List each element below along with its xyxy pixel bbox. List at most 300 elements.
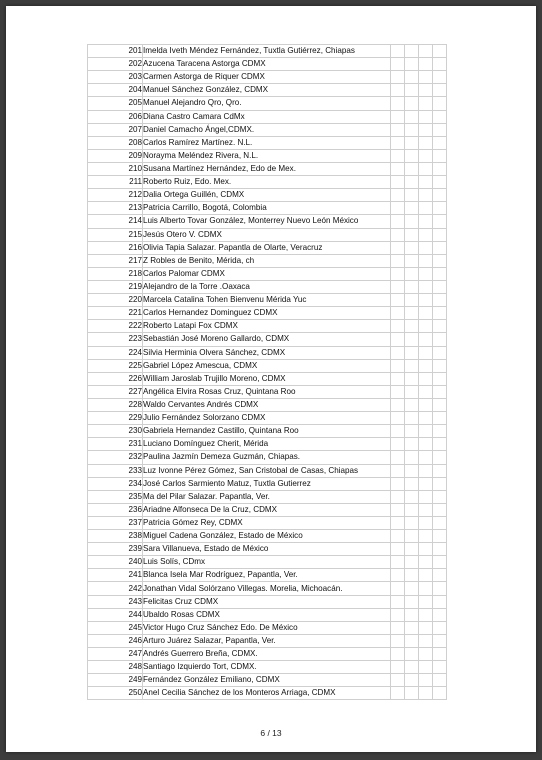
signatory-name: Blanca Isela Mar Rodríguez, Papantla, Ver. [143, 569, 391, 582]
table-row [88, 503, 447, 516]
signatory-name: Roberto Latapi Fox CDMX [143, 320, 391, 333]
empty-cell [419, 464, 433, 477]
empty-cell [419, 648, 433, 661]
empty-cell [405, 543, 419, 556]
row-number: 236 [88, 503, 143, 516]
empty-cell [405, 215, 419, 228]
signatory-name: Sara Villanueva, Estado de México [143, 543, 391, 556]
table-row [88, 608, 447, 621]
signatory-name: Norayma Meléndez Rivera, N.L. [143, 149, 391, 162]
table-row [88, 202, 447, 215]
signatory-name: Susana Martínez Hernández, Edo de Mex. [143, 162, 391, 175]
signatory-name: José Carlos Sarmiento Matuz, Tuxtla Gutierrez [143, 477, 391, 490]
empty-cell [391, 687, 405, 700]
empty-cell [391, 71, 405, 84]
signatory-name: Carlos Palomar CDMX [143, 267, 391, 280]
empty-cell [405, 136, 419, 149]
table-row [88, 333, 447, 346]
row-number: 215 [88, 228, 143, 241]
signatory-name: Victor Hugo Cruz Sánchez Edo. De México [143, 621, 391, 634]
row-number: 213 [88, 202, 143, 215]
row-number: 222 [88, 320, 143, 333]
empty-cell [391, 97, 405, 110]
row-number: 234 [88, 477, 143, 490]
empty-cell [433, 490, 447, 503]
table-row [88, 661, 447, 674]
signatory-name: Luz Ivonne Pérez Gómez, San Cristobal de Casas, Chiapas [143, 464, 391, 477]
empty-cell [391, 320, 405, 333]
page-number: 6 / 13 [260, 728, 282, 738]
empty-cell [419, 595, 433, 608]
signatory-name: Imelda Iveth Méndez Fernández, Tuxtla Gutiérrez, Chiapas [143, 45, 391, 58]
empty-cell [405, 621, 419, 634]
empty-cell [405, 202, 419, 215]
signatory-name: Waldo Cervantes Andrés CDMX [143, 398, 391, 411]
empty-cell [391, 254, 405, 267]
signatory-name: Ariadne Alfonseca De la Cruz, CDMX [143, 503, 391, 516]
empty-cell [391, 267, 405, 280]
empty-cell [405, 477, 419, 490]
empty-cell [433, 556, 447, 569]
document-page [6, 6, 536, 752]
table-row [88, 582, 447, 595]
empty-cell [391, 294, 405, 307]
signatory-name: Andrés Guerrero Breña, CDMX. [143, 648, 391, 661]
empty-cell [433, 595, 447, 608]
empty-cell [419, 385, 433, 398]
signatory-name: Gabriel López Amescua, CDMX [143, 359, 391, 372]
row-number: 230 [88, 425, 143, 438]
signatory-name: Carlos Ramírez Martínez. N.L. [143, 136, 391, 149]
table-row [88, 228, 447, 241]
row-number: 221 [88, 307, 143, 320]
empty-cell [391, 202, 405, 215]
empty-cell [419, 582, 433, 595]
table-row [88, 648, 447, 661]
empty-cell [433, 162, 447, 175]
empty-cell [391, 621, 405, 634]
empty-cell [405, 176, 419, 189]
row-number: 208 [88, 136, 143, 149]
empty-cell [405, 569, 419, 582]
row-number: 227 [88, 385, 143, 398]
row-number: 203 [88, 71, 143, 84]
empty-cell [419, 176, 433, 189]
signatory-name: Carlos Hernandez Dominguez CDMX [143, 307, 391, 320]
empty-cell [419, 162, 433, 175]
empty-cell [419, 45, 433, 58]
empty-cell [391, 110, 405, 123]
empty-cell [391, 425, 405, 438]
empty-cell [433, 110, 447, 123]
empty-cell [419, 320, 433, 333]
table-row [88, 215, 447, 228]
empty-cell [391, 189, 405, 202]
empty-cell [433, 71, 447, 84]
empty-cell [405, 97, 419, 110]
empty-cell [391, 228, 405, 241]
table-row [88, 385, 447, 398]
empty-cell [419, 372, 433, 385]
empty-cell [405, 162, 419, 175]
empty-cell [419, 503, 433, 516]
empty-cell [419, 398, 433, 411]
empty-cell [405, 228, 419, 241]
row-number: 229 [88, 412, 143, 425]
empty-cell [405, 674, 419, 687]
empty-cell [405, 687, 419, 700]
empty-cell [433, 45, 447, 58]
empty-cell [433, 385, 447, 398]
signatory-name: Daniel Camacho Ángel,CDMX. [143, 123, 391, 136]
row-number: 231 [88, 438, 143, 451]
row-number: 216 [88, 241, 143, 254]
signatory-name: Marcela Catalina Tohen Bienvenu Mérida Yuc [143, 294, 391, 307]
signatory-name: Ma del Pilar Salazar. Papantla, Ver. [143, 490, 391, 503]
signatory-name: Manuel Sánchez González, CDMX [143, 84, 391, 97]
signatory-name: Arturo Juárez Salazar, Papantla, Ver. [143, 634, 391, 647]
empty-cell [419, 215, 433, 228]
row-number: 238 [88, 530, 143, 543]
row-number: 217 [88, 254, 143, 267]
empty-cell [419, 267, 433, 280]
empty-cell [419, 661, 433, 674]
table-row [88, 294, 447, 307]
signatory-name: Gabriela Hernandez Castillo, Quintana Roo [143, 425, 391, 438]
row-number: 201 [88, 45, 143, 58]
table-row [88, 346, 447, 359]
empty-cell [433, 425, 447, 438]
empty-cell [391, 176, 405, 189]
empty-cell [419, 516, 433, 529]
empty-cell [419, 608, 433, 621]
empty-cell [405, 71, 419, 84]
empty-cell [391, 123, 405, 136]
signatory-name: Alejandro de la Torre .Oaxaca [143, 280, 391, 293]
empty-cell [405, 123, 419, 136]
empty-cell [433, 516, 447, 529]
table-row [88, 438, 447, 451]
empty-cell [405, 294, 419, 307]
table-row [88, 569, 447, 582]
empty-cell [419, 254, 433, 267]
empty-cell [391, 530, 405, 543]
empty-cell [391, 333, 405, 346]
empty-cell [419, 58, 433, 71]
signatory-name: Olivia Tapia Salazar. Papantla de Olarte, Veracruz [143, 241, 391, 254]
row-number: 206 [88, 110, 143, 123]
empty-cell [391, 608, 405, 621]
empty-cell [419, 634, 433, 647]
empty-cell [391, 346, 405, 359]
row-number: 249 [88, 674, 143, 687]
signatory-name: Luis Alberto Tovar González, Monterrey Nuevo León México [143, 215, 391, 228]
empty-cell [433, 215, 447, 228]
empty-cell [391, 359, 405, 372]
empty-cell [405, 398, 419, 411]
signatory-name: Jesús Otero V. CDMX [143, 228, 391, 241]
empty-cell [405, 661, 419, 674]
row-number: 239 [88, 543, 143, 556]
table-row [88, 595, 447, 608]
empty-cell [433, 267, 447, 280]
empty-cell [433, 634, 447, 647]
empty-cell [391, 582, 405, 595]
empty-cell [391, 149, 405, 162]
empty-cell [405, 254, 419, 267]
empty-cell [433, 543, 447, 556]
table-row [88, 687, 447, 700]
signatory-name: Silvia Herminia Olvera Sánchez, CDMX [143, 346, 391, 359]
empty-cell [419, 569, 433, 582]
empty-cell [419, 189, 433, 202]
signatory-name: Felicitas Cruz CDMX [143, 595, 391, 608]
signatory-name: Roberto Ruiz, Edo. Mex. [143, 176, 391, 189]
empty-cell [405, 307, 419, 320]
empty-cell [419, 333, 433, 346]
row-number: 224 [88, 346, 143, 359]
table-row [88, 110, 447, 123]
empty-cell [433, 176, 447, 189]
empty-cell [419, 307, 433, 320]
empty-cell [391, 634, 405, 647]
empty-cell [405, 451, 419, 464]
empty-cell [433, 451, 447, 464]
signatory-name: Diana Castro Camara CdMx [143, 110, 391, 123]
empty-cell [419, 149, 433, 162]
table-body [88, 45, 447, 700]
empty-cell [391, 280, 405, 293]
empty-cell [405, 149, 419, 162]
empty-cell [391, 490, 405, 503]
empty-cell [405, 372, 419, 385]
empty-cell [405, 516, 419, 529]
table-row [88, 58, 447, 71]
row-number: 233 [88, 464, 143, 477]
row-number: 207 [88, 123, 143, 136]
empty-cell [433, 333, 447, 346]
empty-cell [405, 280, 419, 293]
signatory-name: Miguel Cadena González, Estado de México [143, 530, 391, 543]
empty-cell [405, 320, 419, 333]
empty-cell [405, 556, 419, 569]
row-number: 202 [88, 58, 143, 71]
empty-cell [433, 661, 447, 674]
empty-cell [391, 503, 405, 516]
table-row [88, 254, 447, 267]
empty-cell [405, 84, 419, 97]
table-row [88, 71, 447, 84]
table-row [88, 490, 447, 503]
empty-cell [433, 359, 447, 372]
signatory-name: Jonathan Vidal Solórzano Villegas. Morelia, Michoacán. [143, 582, 391, 595]
signatory-name: Paulina Jazmín Demeza Guzmán, Chiapas. [143, 451, 391, 464]
row-number: 212 [88, 189, 143, 202]
empty-cell [391, 162, 405, 175]
table-row [88, 267, 447, 280]
empty-cell [433, 58, 447, 71]
empty-cell [433, 346, 447, 359]
empty-cell [433, 228, 447, 241]
empty-cell [391, 543, 405, 556]
empty-cell [391, 215, 405, 228]
empty-cell [419, 241, 433, 254]
row-number: 225 [88, 359, 143, 372]
empty-cell [433, 674, 447, 687]
empty-cell [391, 307, 405, 320]
row-number: 241 [88, 569, 143, 582]
empty-cell [419, 556, 433, 569]
empty-cell [405, 110, 419, 123]
table-row [88, 97, 447, 110]
empty-cell [391, 241, 405, 254]
empty-cell [391, 516, 405, 529]
empty-cell [419, 490, 433, 503]
row-number: 223 [88, 333, 143, 346]
empty-cell [419, 97, 433, 110]
empty-cell [391, 661, 405, 674]
row-number: 245 [88, 621, 143, 634]
row-number: 226 [88, 372, 143, 385]
row-number: 244 [88, 608, 143, 621]
row-number: 250 [88, 687, 143, 700]
empty-cell [405, 595, 419, 608]
empty-cell [405, 503, 419, 516]
table-row [88, 530, 447, 543]
empty-cell [391, 45, 405, 58]
empty-cell [419, 477, 433, 490]
table-row [88, 412, 447, 425]
row-number: 243 [88, 595, 143, 608]
empty-cell [419, 84, 433, 97]
empty-cell [433, 438, 447, 451]
empty-cell [391, 648, 405, 661]
empty-cell [405, 490, 419, 503]
signatory-name: Carmen Astorga de Riquer CDMX [143, 71, 391, 84]
signatory-name: Angélica Elvira Rosas Cruz, Quintana Roo [143, 385, 391, 398]
empty-cell [419, 202, 433, 215]
empty-cell [405, 425, 419, 438]
empty-cell [405, 648, 419, 661]
empty-cell [391, 136, 405, 149]
empty-cell [433, 530, 447, 543]
empty-cell [433, 97, 447, 110]
row-number: 214 [88, 215, 143, 228]
empty-cell [433, 569, 447, 582]
empty-cell [405, 359, 419, 372]
empty-cell [391, 595, 405, 608]
table-row [88, 280, 447, 293]
table-row [88, 372, 447, 385]
signatory-name: Manuel Alejandro Qro, Qro. [143, 97, 391, 110]
empty-cell [419, 294, 433, 307]
empty-cell [433, 280, 447, 293]
row-number: 219 [88, 280, 143, 293]
row-number: 247 [88, 648, 143, 661]
signatory-name: Z Robles de Benito, Mérida, ch [143, 254, 391, 267]
empty-cell [419, 136, 433, 149]
empty-cell [391, 58, 405, 71]
signatory-name: Azucena Taracena Astorga CDMX [143, 58, 391, 71]
empty-cell [391, 464, 405, 477]
empty-cell [419, 280, 433, 293]
row-number: 228 [88, 398, 143, 411]
empty-cell [433, 294, 447, 307]
empty-cell [419, 346, 433, 359]
table-row [88, 136, 447, 149]
signatory-name: Fernández González Emiliano, CDMX [143, 674, 391, 687]
row-number: 211 [88, 176, 143, 189]
empty-cell [433, 412, 447, 425]
table-row [88, 241, 447, 254]
table-row [88, 674, 447, 687]
empty-cell [433, 503, 447, 516]
empty-cell [433, 477, 447, 490]
empty-cell [391, 398, 405, 411]
empty-cell [405, 45, 419, 58]
signatory-name: Ubaldo Rosas CDMX [143, 608, 391, 621]
row-number: 209 [88, 149, 143, 162]
empty-cell [391, 674, 405, 687]
empty-cell [433, 202, 447, 215]
row-number: 232 [88, 451, 143, 464]
table-row [88, 556, 447, 569]
empty-cell [391, 477, 405, 490]
empty-cell [405, 267, 419, 280]
empty-cell [433, 464, 447, 477]
table-row [88, 398, 447, 411]
empty-cell [405, 189, 419, 202]
signatory-name: William Jaroslab Trujillo Moreno, CDMX [143, 372, 391, 385]
row-number: 204 [88, 84, 143, 97]
table-row [88, 162, 447, 175]
empty-cell [405, 385, 419, 398]
row-number: 205 [88, 97, 143, 110]
empty-cell [433, 123, 447, 136]
empty-cell [391, 385, 405, 398]
empty-cell [405, 241, 419, 254]
row-number: 240 [88, 556, 143, 569]
table-row [88, 621, 447, 634]
empty-cell [405, 333, 419, 346]
row-number: 248 [88, 661, 143, 674]
empty-cell [419, 687, 433, 700]
empty-cell [391, 372, 405, 385]
empty-cell [391, 438, 405, 451]
empty-cell [405, 634, 419, 647]
empty-cell [391, 556, 405, 569]
table-row [88, 543, 447, 556]
empty-cell [433, 372, 447, 385]
empty-cell [405, 412, 419, 425]
empty-cell [391, 412, 405, 425]
table-row [88, 320, 447, 333]
empty-cell [391, 84, 405, 97]
empty-cell [433, 149, 447, 162]
empty-cell [433, 608, 447, 621]
table-row [88, 451, 447, 464]
row-number: 235 [88, 490, 143, 503]
empty-cell [433, 621, 447, 634]
signatory-name: Anel Cecilia Sánchez de los Monteros Arriaga, CDMX [143, 687, 391, 700]
empty-cell [433, 398, 447, 411]
empty-cell [433, 189, 447, 202]
table-row [88, 359, 447, 372]
row-number: 242 [88, 582, 143, 595]
empty-cell [419, 228, 433, 241]
table-row [88, 189, 447, 202]
row-number: 220 [88, 294, 143, 307]
